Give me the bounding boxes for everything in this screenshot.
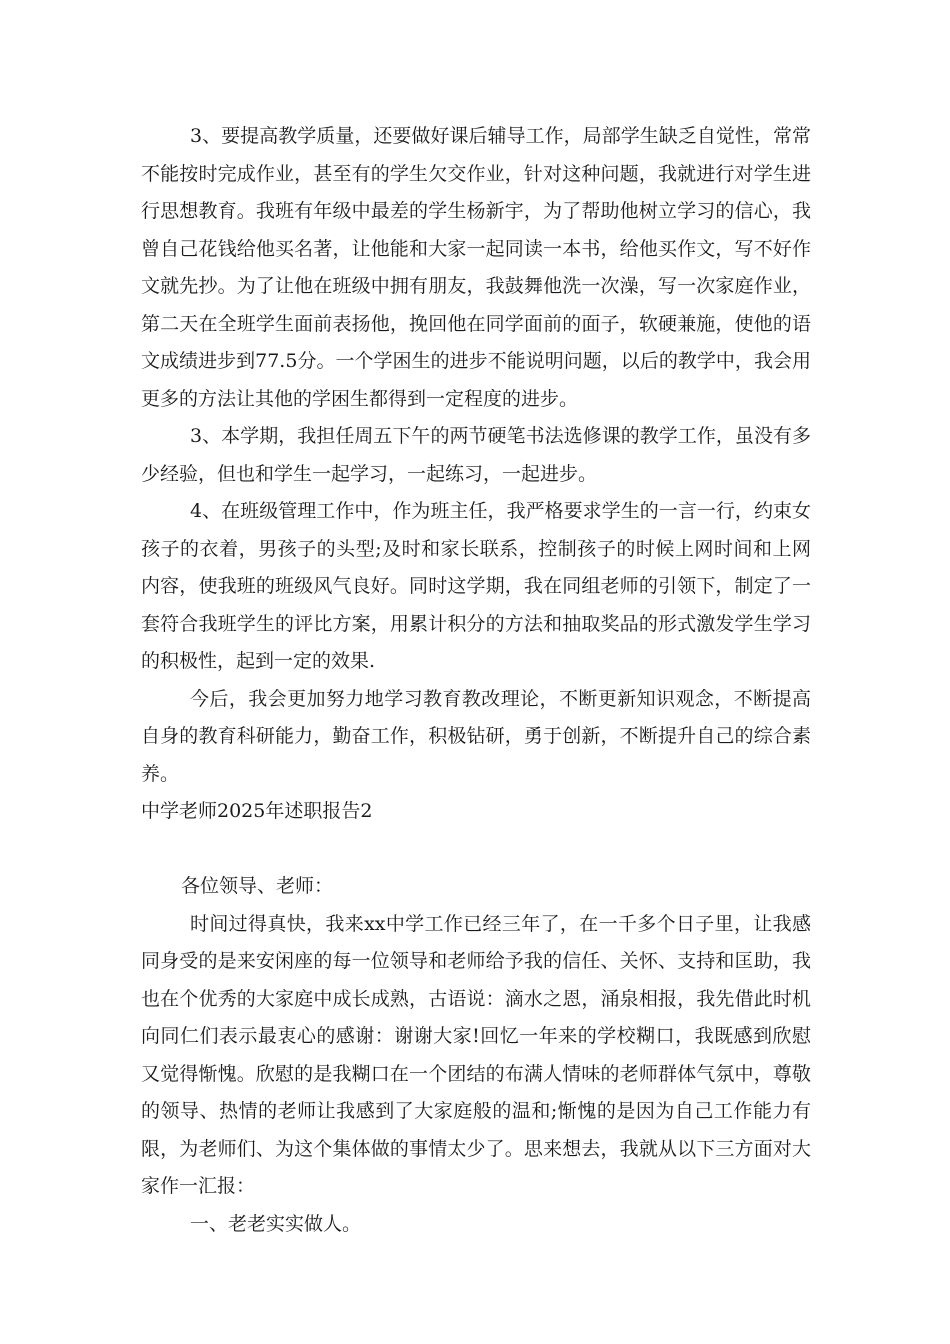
document-page [141,118,811,1243]
paragraph-future-plans: 今后，我会更加努力地学习教育教改理论，不断更新知识观念，不断提高自身的教育科研能力，勤奋工作，积极钻研，勇于创新，不断提升自己的综合素养。 [141,687,811,785]
paragraph-class-management: 4、在班级管理工作中，作为班主任，我严格要求学生的一言一行，约束女孩子的衣着，男孩子的头型;及时和家长联系，控制孩子的时候上网时间和上网内容，使我班的班级风气良好。同时这学期，我在同组老师的引领下，制定了一套符合我班学生的评比方案，用累计积分的方法和抽取奖品的形式激发学生学习的积极性，起到一定的效果. [141,500,811,672]
blank-line [141,831,811,869]
section-title: 中学老师2025年述职报告2 [141,800,373,822]
paragraph-tutoring: 3、要提高教学质量，还要做好课后辅导工作，局部学生缺乏自觉性，常常不能按时完成作业，甚至有的学生欠交作业，针对这种问题，我就进行对学生进行思想教育。我班有年级中最差的学生杨新宇，为了帮助他树立学习的信心，我曾自己花钱给他买名著，让他能和大家一起同读一本书，给他买作文，写不好作文就先抄。为了让他在班级中拥有朋友，我鼓舞他洗一次澡，写一次家庭作业，第二天在全班学生面前表扬他，挽回他在同学面前的面子，软硬兼施，使他的语文成绩进步到77.5分。一个学困生的进步不能说明问题，以后的教学中，我会用更多的方法让其他的学困生都得到一定程度的进步。 [141,125,811,410]
paragraph-introduction: 时间过得真快，我来xx中学工作已经三年了，在一千多个日子里，让我感同身受的是来安闲座的每一位领导和老师给予我的信任、关怀、支持和匡助，我也在个优秀的大家庭中成长成熟，古语说：滴水之恩，涌泉相报，我先借此时机向同仁们表示最衷心的感谢：谢谢大家!回忆一年来的学校糊口，我既感到欣慰又觉得惭愧。欣慰的是我糊口在一个团结的布满人情味的老师群体气氛中，尊敬的领导、热情的老师让我感到了大家庭般的温和;惭愧的是因为自己工作能力有限，为老师们、为这个集体做的事情太少了。思来想去，我就从以下三方面对大家作一汇报： [141,912,811,1197]
paragraph-calligraphy: 3、本学期，我担任周五下午的两节硬笔书法选修课的教学工作，虽没有多少经验，但也和学生一起学习，一起练习，一起进步。 [141,425,811,485]
paragraph-point-one: 一、老老实实做人。 [190,1212,362,1235]
salutation: 各位领导、老师： [181,875,334,897]
